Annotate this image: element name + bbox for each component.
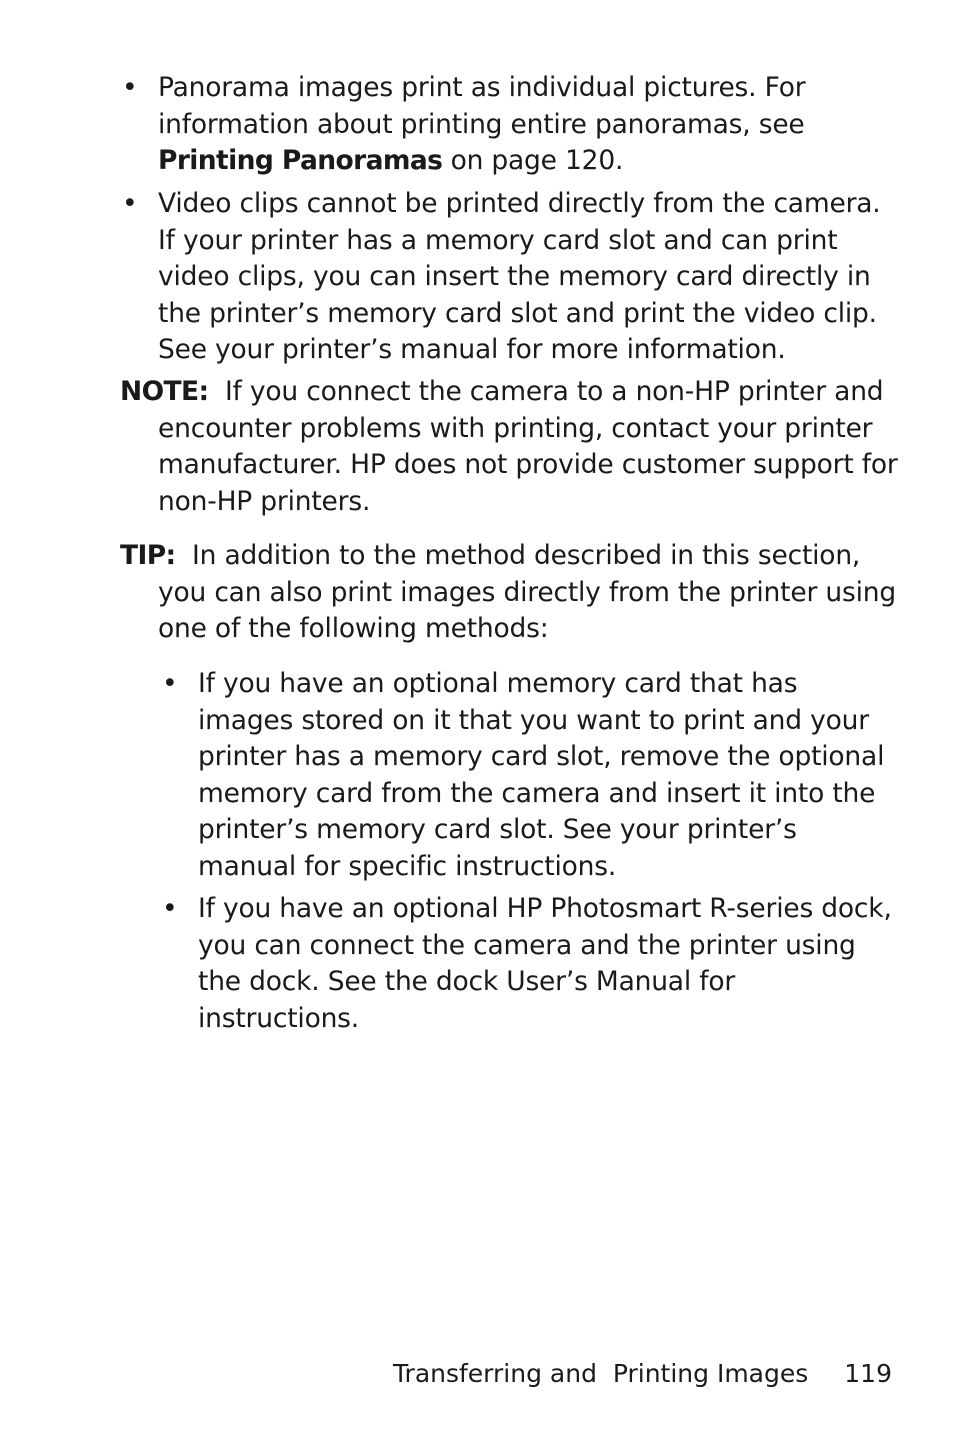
- tip-item-dock: [162, 891, 898, 1037]
- tip-item-text: If you have an optional memory card that has images stored on it that you want to print and your printer has a memory card slot, remove the optional memory card from the camera and insert it into the printer’s memory card slot. See your printer’s manual for specific instructions.: [198, 668, 885, 882]
- cross-reference-printing-panoramas: Printing Panoramas: [158, 145, 443, 176]
- note-text: If you connect the camera to a non-HP printer and encounter problems with printing, contact your printer manufacturer. HP does not provide customer support for non-HP printers.: [158, 376, 898, 517]
- bullet-glyph: •: [162, 893, 178, 924]
- bullet-glyph: •: [122, 72, 138, 103]
- bullet-glyph: •: [162, 668, 178, 699]
- bullet-text: Panorama images print as individual pictures. For information about printing entire panoramas, see: [158, 72, 806, 140]
- footer-section-title: Transferring and Printing Images: [392, 1359, 809, 1388]
- note-block: [120, 374, 900, 520]
- page-number: 119: [844, 1359, 892, 1388]
- bullet-text-after: on page 120.: [442, 145, 624, 176]
- bullet-glyph: •: [122, 188, 138, 219]
- tip-label: TIP:: [120, 540, 176, 571]
- note-label: NOTE:: [120, 376, 209, 407]
- bullet-item-panorama: [122, 70, 898, 180]
- bullet-item-video-clips: [122, 186, 898, 369]
- tip-item-text: If you have an optional HP Photosmart R-series dock, you can connect the camera and the printer using the dock. See the dock User’s Manual for instructions.: [198, 893, 892, 1034]
- bullet-text: Video clips cannot be printed directly from the camera. If your printer has a memory card slot and can print video clips, you can insert the memory card directly in the printer’s memory card slot and print the video clip. See your printer’s manual for more information.: [158, 188, 881, 365]
- page-footer: [393, 1356, 892, 1392]
- tip-text: In addition to the method described in this section, you can also print images directly from the printer using one of the following methods:: [158, 540, 896, 644]
- tip-item-memory-card: [162, 666, 898, 885]
- tip-block: [120, 538, 900, 648]
